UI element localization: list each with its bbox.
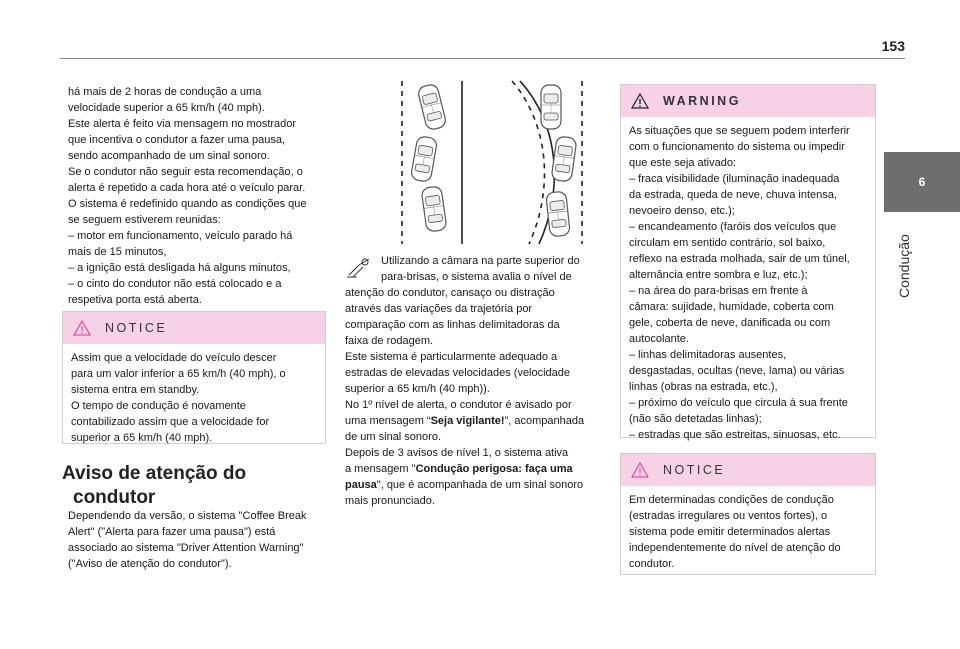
notice-box-2	[620, 453, 876, 575]
text-line: (estradas irregulares ou ventos fortes), o	[629, 510, 828, 522]
car-right-2	[551, 136, 577, 182]
header-rule	[60, 58, 905, 59]
text-line: superior a 65 km/h (40 mph)).	[345, 383, 490, 395]
text-line: se seguem estiverem reunidas:	[68, 214, 221, 226]
text-line: O tempo de condução é novamente	[71, 400, 246, 412]
section-intro	[68, 508, 326, 572]
camera-illustration-icon	[345, 255, 373, 279]
text-line: No 1º nível de alerta, o condutor é avisado por	[345, 399, 572, 411]
text-line: para-brisas, o sistema avalia o nível de	[381, 271, 572, 283]
text-line: alerta é repetido a cada hora até o veículo parar.	[68, 182, 306, 194]
warning-box	[620, 84, 876, 441]
text-line: através das variações da trajetória por	[345, 303, 533, 315]
warning-triangle-icon	[631, 93, 649, 109]
text-line: de um sinal sonoro.	[345, 431, 441, 443]
heading-line-2: condutor	[73, 487, 156, 508]
text-line: há mais de 2 horas de condução a uma	[68, 86, 262, 98]
text-line: faixa de rodagem.	[345, 335, 434, 347]
text-line: linhas (obras na estrada, etc.),	[629, 381, 778, 393]
chapter-tab[interactable]	[884, 152, 960, 212]
text-line: que incentiva o condutor a fazer uma pausa,	[68, 134, 286, 146]
notice-body	[621, 486, 875, 582]
text-line: – fraca visibilidade (iluminação inadequada	[629, 173, 840, 185]
text-line: condutor.	[629, 558, 675, 570]
curve-dashed	[512, 81, 544, 244]
notice-title: NOTICE	[105, 321, 168, 335]
message-line-3	[345, 477, 603, 493]
text-line: respetiva porta está aberta.	[68, 294, 202, 306]
page-number: 153	[881, 38, 905, 54]
text-line: – linhas delimitadoras ausentes,	[629, 349, 787, 361]
car-right-3	[546, 191, 570, 237]
alert-message-2b: pausa	[345, 479, 377, 491]
message-line-1	[345, 413, 603, 429]
text-line: independentemente do nível de atenção do	[629, 542, 841, 554]
text-line: – encandeamento (faróis dos veículos que	[629, 221, 837, 233]
notice-header	[621, 454, 875, 486]
text-line: Assim que a velocidade do veículo descer	[71, 352, 277, 364]
chapter-number: 6	[918, 175, 926, 189]
text-line: – motor em funcionamento, veículo parado há	[68, 230, 293, 242]
text-line: – a ignição está desligada há alguns minutos,	[68, 262, 291, 274]
notice-title: NOTICE	[663, 463, 726, 477]
warning-triangle-icon	[631, 462, 649, 478]
heading-line-1: Aviso de atenção do	[62, 463, 247, 484]
msg1-pre: uma mensagem “	[345, 415, 431, 427]
text-line: comparação com as linhas delimitadoras da	[345, 319, 560, 331]
text-line: contabilizado assim que a velocidade for	[71, 416, 270, 428]
text-line: As situações que se seguem podem interferir	[629, 125, 850, 137]
text-line: alternância entre sombra e luz, etc.);	[629, 269, 808, 281]
msg2-post: ", que é acompanhada de um sinal sonoro	[376, 479, 584, 491]
text-line: nevoeiro denso, etc.);	[629, 205, 735, 217]
msg1-post: ”, acompanhada	[504, 415, 585, 427]
text-line: associado ao sistema "Driver Attention Warning"	[68, 542, 304, 554]
text-line: estradas de elevadas velocidades (velocidade	[345, 367, 571, 379]
text-line: Dependendo da versão, o sistema "Coffee Break	[68, 510, 307, 522]
text-line: para um valor inferior a 65 km/h (40 mph), o	[71, 368, 286, 380]
text-line: desgastadas, ocultas (neve, lama) ou várias	[629, 365, 845, 377]
text-line: sistema pode emitir determinados alertas	[629, 526, 831, 538]
text-line: atenção do condutor, cansaço ou distração	[345, 287, 555, 299]
text-line: – próximo do veículo que circula à sua frente	[629, 397, 848, 409]
text-line: Este alerta é feito via mensagem no mostrador	[68, 118, 297, 130]
car-right-1	[541, 85, 561, 129]
text-line: sendo acompanhado de um sinal sonoro.	[68, 150, 270, 162]
text-line: mais pronunciado.	[345, 495, 435, 507]
text-line: Em determinadas condições de condução	[629, 494, 834, 506]
column-1-text	[68, 84, 326, 308]
text-line: velocidade superior a 65 km/h (40 mph).	[68, 102, 265, 114]
text-line: Este sistema é particularmente adequado a	[345, 351, 558, 363]
warning-body	[621, 117, 875, 453]
text-line: autocolante.	[629, 333, 689, 345]
car-drift-3	[421, 186, 447, 232]
notice-body	[63, 344, 325, 456]
warning-header	[621, 85, 875, 117]
text-line: Se o condutor não seguir esta recomendação, o	[68, 166, 303, 178]
text-line: Alert" ("Alerta para fazer uma pausa") está	[68, 526, 276, 538]
notice-header	[63, 312, 325, 344]
car-drift-2	[410, 136, 437, 183]
chapter-title-text: Condução	[896, 234, 912, 298]
msg2-pre: a mensagem "	[345, 463, 416, 475]
section-heading	[62, 462, 326, 510]
text-line: câmara: sujidade, humidade, coberta com	[629, 301, 834, 313]
text-line: Utilizando a câmara na parte superior do	[381, 255, 580, 267]
lane-drift-illustration	[344, 79, 599, 246]
text-line: ("Aviso de atenção do condutor").	[68, 558, 232, 570]
text-line: que este seja ativado:	[629, 157, 737, 169]
alert-message-2a: Condução perigosa: faça uma	[415, 463, 573, 475]
text-line: com o funcionamento do sistema ou impedir	[629, 141, 845, 153]
text-line: mais de 15 minutos,	[68, 246, 167, 258]
text-line: superior a 65 km/h (40 mph).	[71, 432, 213, 444]
warning-triangle-icon	[73, 320, 91, 336]
text-line: reflexo na estrada molhada, sair de um túnel,	[629, 253, 850, 265]
text-line: Depois de 3 avisos de nível 1, o sistema ativa	[345, 447, 569, 459]
text-line: O sistema é redefinido quando as condições que	[68, 198, 307, 210]
text-line: gele, coberta de neve, danificada ou com	[629, 317, 831, 329]
car-drift-1	[417, 83, 447, 131]
warning-title: WARNING	[663, 94, 741, 108]
chapter-title	[888, 230, 918, 330]
text-line: – na área do para-brisas em frente à	[629, 285, 808, 297]
text-line: (não são detetadas linhas);	[629, 413, 762, 425]
text-line: circulam em sentido contrário, sol baixo,	[629, 237, 826, 249]
text-line: – o cinto do condutor não está colocado e a	[68, 278, 282, 290]
text-line: sistema entra em standby.	[71, 384, 200, 396]
notice-box-1	[62, 311, 326, 444]
text-line: da estrada, queda de neve, chuva intensa,	[629, 189, 837, 201]
message-line-2	[345, 461, 603, 477]
alert-message-1: Seja vigilante!	[430, 415, 505, 427]
column-2-text	[345, 253, 603, 509]
text-line: – estradas que são estreitas, sinuosas, etc.	[629, 429, 841, 441]
